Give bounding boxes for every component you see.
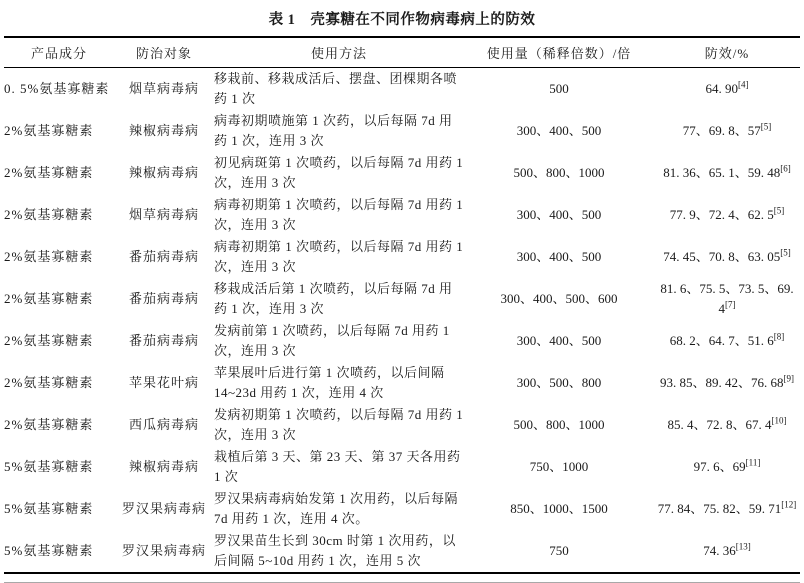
effect-cell [654, 530, 800, 573]
effect-values: 85. 4、72. 8、67. 4 [667, 417, 772, 432]
citation-ref: [9] [783, 373, 794, 384]
table-row [4, 278, 800, 320]
method-cell: 发病前第 1 次喷药，以后每隔 7d 用药 1 次，连用 3 次 [214, 323, 450, 358]
citation-ref: [5] [760, 121, 772, 132]
method-cell: 栽植后第 3 天、第 23 天、第 37 天各用药 1 次 [214, 449, 461, 484]
effect-cell [654, 446, 800, 488]
citation-ref: [5] [780, 247, 791, 258]
column-header-product: 产品成分 [4, 37, 114, 68]
target-cell: 罗汉果病毒病 [121, 501, 206, 516]
method-cell: 发病初期第 1 次喷药，以后每隔 7d 用药 1 次，连用 3 次 [214, 407, 464, 442]
target-cell: 烟草病毒病 [128, 81, 199, 96]
product-cell: 2%氨基寡糖素 [4, 123, 94, 138]
effect-values: 97. 6、69 [693, 459, 746, 474]
product-cell: 5%氨基寡糖素 [4, 543, 94, 558]
citation-ref: [4] [738, 79, 749, 90]
method-cell: 罗汉果病毒病始发第 1 次用药，以后每隔 7d 用药 1 次，连用 4 次。 [214, 491, 459, 526]
effect-values: 77. 84、75. 82、59. 71 [657, 501, 782, 516]
product-cell: 2%氨基寡糖素 [4, 249, 94, 264]
effect-values: 64. 90 [705, 81, 738, 96]
product-cell: 0. 5%氨基寡糖素 [4, 81, 110, 96]
effect-values: 74. 36 [703, 543, 736, 558]
effect-values: 81. 36、65. 1、59. 48 [663, 165, 781, 180]
table-row [4, 362, 800, 404]
product-cell: 2%氨基寡糖素 [4, 291, 94, 306]
dosage-cell: 500 [549, 81, 569, 96]
dosage-cell: 750 [549, 543, 569, 558]
effect-cell [654, 68, 800, 111]
dosage-cell: 300、400、500 [516, 333, 602, 348]
effect-cell [654, 110, 800, 152]
product-cell: 2%氨基寡糖素 [4, 375, 94, 390]
dosage-cell: 850、1000、1500 [510, 501, 608, 516]
product-cell: 2%氨基寡糖素 [4, 333, 94, 348]
method-cell: 移栽成活后第 1 次喷药，以后每隔 7d 用药 1 次，连用 3 次 [214, 281, 453, 316]
effect-values: 77、69. 8、57 [682, 123, 761, 138]
table-row [4, 530, 800, 573]
effect-values: 77. 9、72. 4、62. 5 [669, 207, 774, 222]
header-row [4, 37, 800, 68]
target-cell: 番茄病毒病 [128, 333, 199, 348]
dosage-cell: 500、800、1000 [513, 417, 605, 432]
table-row [4, 404, 800, 446]
method-cell: 病毒初期喷施第 1 次药，以后每隔 7d 用药 1 次，连用 3 次 [214, 113, 453, 148]
product-cell: 5%氨基寡糖素 [4, 501, 94, 516]
effect-values: 93. 85、89. 42、76. 68 [659, 375, 784, 390]
citation-ref: [13] [735, 541, 751, 552]
product-cell: 2%氨基寡糖素 [4, 207, 94, 222]
product-cell: 5%氨基寡糖素 [4, 459, 94, 474]
method-cell: 苹果展叶后进行第 1 次喷药，以后间隔 14~23d 用药 1 次，连用 4 次 [214, 365, 445, 400]
column-header-target: 防治对象 [114, 37, 214, 68]
effect-values: 81. 6、75. 5、73. 5、69. 4 [660, 281, 794, 316]
citation-ref: [7] [725, 299, 736, 310]
dosage-cell: 300、400、500 [516, 207, 602, 222]
product-cell: 2%氨基寡糖素 [4, 417, 94, 432]
dosage-cell: 300、400、500 [516, 249, 602, 264]
target-cell: 辣椒病毒病 [128, 123, 199, 138]
citation-ref: [8] [773, 331, 785, 342]
method-cell: 罗汉果苗生长到 30cm 时第 1 次用药，以后间隔 5~10d 用药 1 次，连用 5 次 [214, 533, 456, 568]
table-row [4, 194, 800, 236]
target-cell: 番茄病毒病 [128, 249, 199, 264]
citation-ref: [6] [780, 163, 791, 174]
data-table [4, 36, 800, 574]
effect-cell [654, 236, 800, 278]
table-row [4, 110, 800, 152]
column-header-effect: 防效/% [654, 37, 800, 68]
dosage-cell: 300、400、500、600 [500, 291, 618, 306]
table-row [4, 152, 800, 194]
table-row [4, 446, 800, 488]
method-cell: 初见病斑第 1 次喷药，以后每隔 7d 用药 1 次，连用 3 次 [214, 155, 464, 190]
citation-ref: [5] [773, 205, 785, 216]
effect-cell [654, 320, 800, 362]
effect-values: 68. 2、64. 7、51. 6 [669, 333, 774, 348]
citation-ref: [10] [771, 415, 787, 426]
citation-ref: [12] [781, 499, 797, 510]
target-cell: 番茄病毒病 [128, 291, 199, 306]
target-cell: 辣椒病毒病 [128, 165, 199, 180]
method-cell: 病毒初期第 1 次喷药，以后每隔 7d 用药 1 次，连用 3 次 [214, 197, 464, 232]
product-cell: 2%氨基寡糖素 [4, 165, 94, 180]
target-cell: 辣椒病毒病 [128, 459, 199, 474]
table-title: 表 1 壳寡糖在不同作物病毒病上的防效 [268, 12, 536, 28]
column-header-dosage: 使用量（稀释倍数）/倍 [464, 37, 654, 68]
effect-cell [654, 152, 800, 194]
table-body [4, 68, 800, 574]
target-cell: 西瓜病毒病 [128, 417, 199, 432]
effect-cell [654, 278, 800, 320]
table-row [4, 236, 800, 278]
target-cell: 烟草病毒病 [128, 207, 199, 222]
method-cell: 病毒初期第 1 次喷药，以后每隔 7d 用药 1 次，连用 3 次 [214, 239, 464, 274]
effect-cell [654, 404, 800, 446]
citation-ref: [11] [745, 457, 761, 468]
column-header-method: 使用方法 [214, 37, 464, 68]
target-cell: 罗汉果病毒病 [121, 543, 206, 558]
table-row [4, 68, 800, 111]
effect-cell [654, 194, 800, 236]
dosage-cell: 300、500、800 [516, 375, 602, 390]
effect-cell [654, 362, 800, 404]
dosage-cell: 300、400、500 [516, 123, 602, 138]
dosage-cell: 500、800、1000 [513, 165, 605, 180]
effect-cell [654, 488, 800, 530]
table-row [4, 488, 800, 530]
target-cell: 苹果花叶病 [128, 375, 199, 390]
effect-values: 74. 45、70. 8、63. 05 [663, 249, 781, 264]
table-row [4, 320, 800, 362]
dosage-cell: 750、1000 [529, 459, 589, 474]
method-cell: 移栽前、移栽成活后、摆盘、团棵期各喷药 1 次 [214, 71, 458, 106]
